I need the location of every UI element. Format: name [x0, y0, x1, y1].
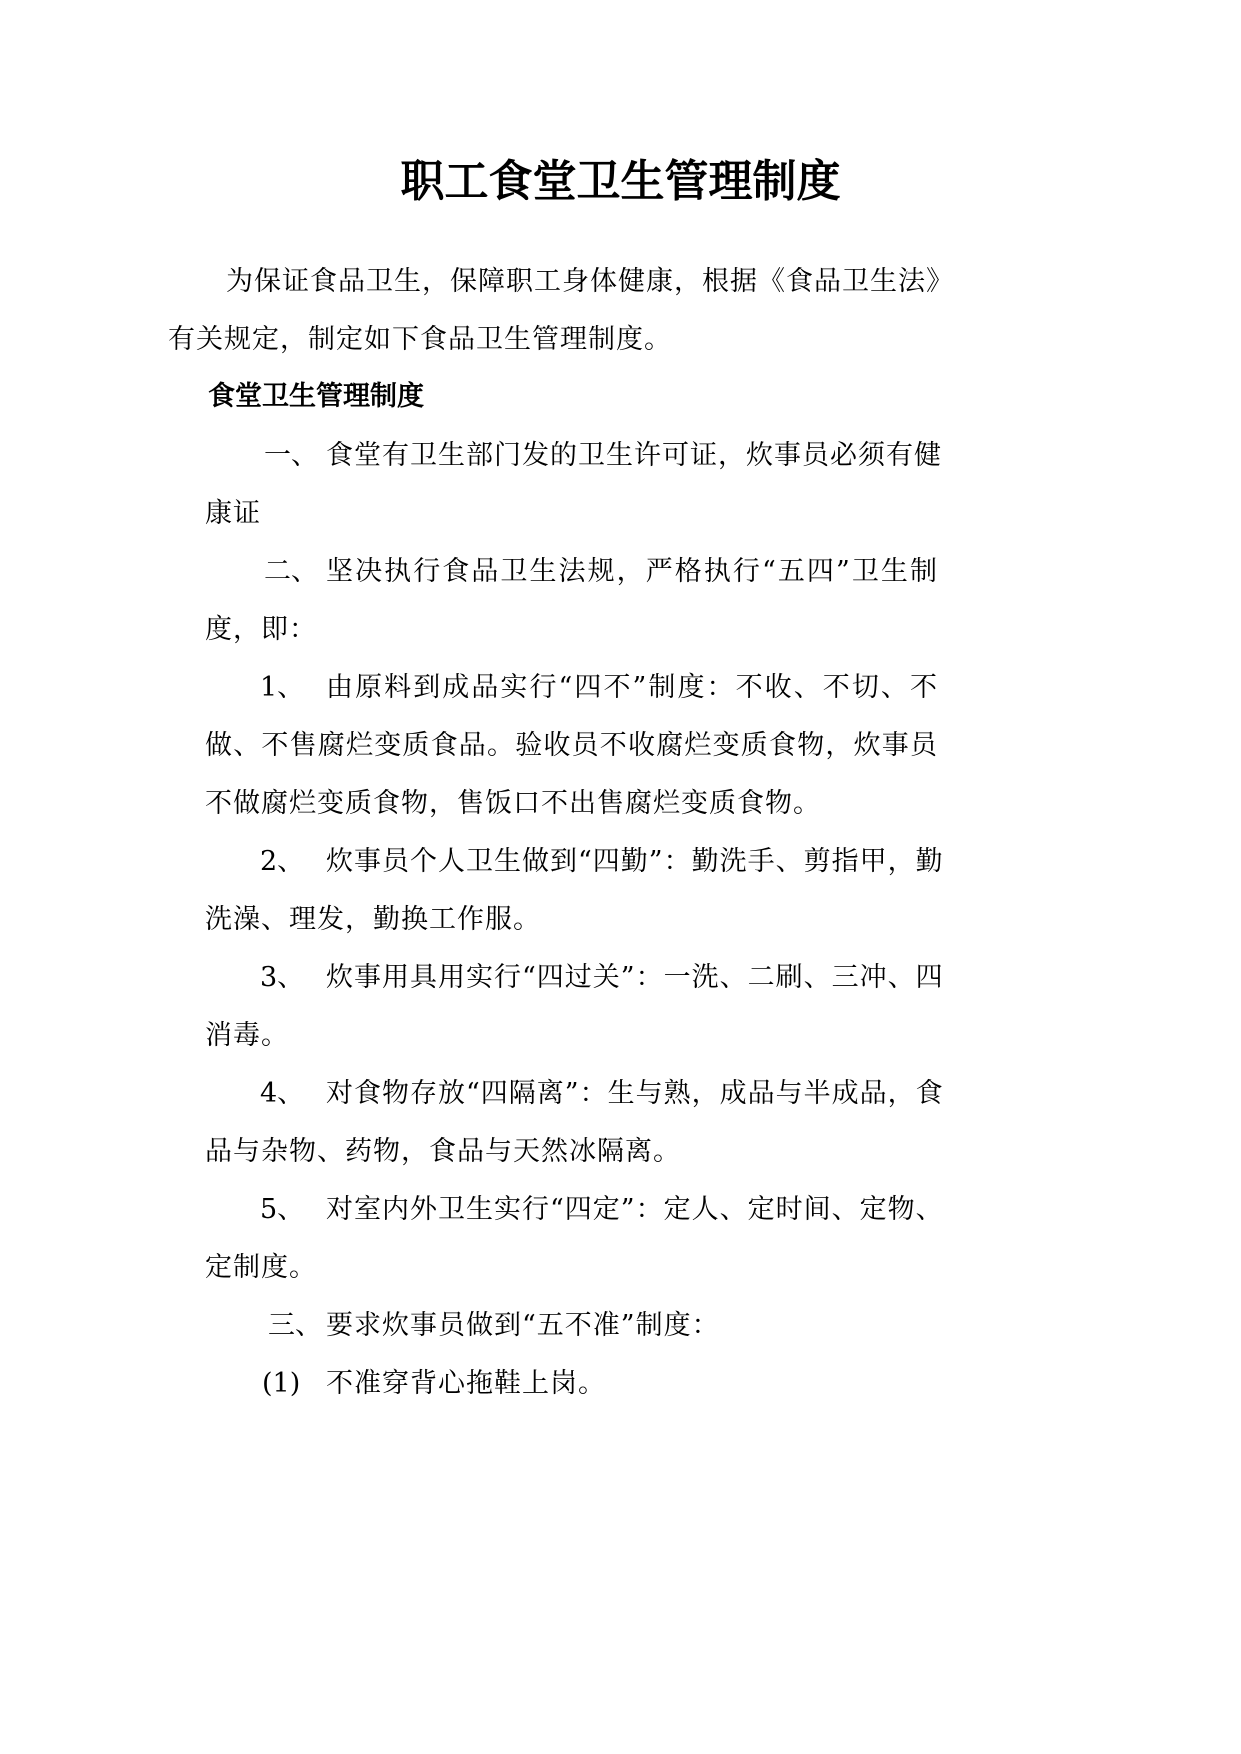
item-one-line-1: 食堂有卫生部门发的卫生许可证，炊事员必须有健	[326, 440, 942, 471]
item-three-line-1: 要求炊事员做到“五不准”制度：	[326, 1310, 720, 1341]
item-p3-marker: 3、	[260, 962, 305, 993]
item-p4-marker: 4、	[260, 1078, 305, 1109]
item-p5-line-2: 定制度。	[205, 1252, 317, 1283]
item-p2-line-1: 炊事员个人卫生做到“四勤”：勤洗手、剪指甲，勤	[326, 846, 944, 877]
item-p3-line-2: 消毒。	[205, 1020, 289, 1051]
item-p1-line-3: 不做腐烂变质食物，售饭口不出售腐烂变质食物。	[205, 788, 821, 819]
item-q1-line-1: 不准穿背心拖鞋上岗。	[326, 1368, 606, 1399]
item-p1-line-1: 由原料到成品实行“四不”制度：不收、不切、不	[326, 672, 938, 703]
item-p5-marker: 5、	[260, 1194, 305, 1225]
item-p2-line-2: 洗澡、理发，勤换工作服。	[205, 904, 541, 935]
item-p2-marker: 2、	[260, 846, 305, 877]
item-p1-line-2: 做、不售腐烂变质食品。验收员不收腐烂变质食物，炊事员	[205, 730, 938, 761]
section-heading: 食堂卫生管理制度	[208, 381, 424, 412]
item-p1-marker: 1、	[260, 672, 305, 703]
item-one-marker: 一、	[264, 440, 318, 471]
item-two-marker: 二、	[264, 556, 318, 587]
item-p5-line-1: 对室内外卫生实行“四定”：定人、定时间、定物、	[326, 1194, 944, 1225]
item-p4-line-2: 品与杂物、药物，食品与天然冰隔离。	[205, 1136, 681, 1167]
item-two-line-2: 度，即：	[205, 614, 317, 645]
item-p3-line-1: 炊事用具用实行“四过关”：一洗、二刷、三冲、四	[326, 962, 944, 993]
intro-line-2: 有关规定，制定如下食品卫生管理制度。	[168, 324, 672, 355]
item-one-line-2: 康证	[205, 498, 261, 529]
page-title: 职工食堂卫生管理制度	[400, 156, 841, 207]
intro-line-1: 为保证食品卫生，保障职工身体健康，根据《食品卫生法》	[226, 266, 954, 297]
item-three-marker: 三、	[268, 1310, 322, 1341]
item-two-line-1: 坚决执行食品卫生法规，严格执行“五四”卫生制	[326, 556, 938, 587]
item-q1-marker: (1)	[262, 1368, 301, 1399]
item-p4-line-1: 对食物存放“四隔离”：生与熟，成品与半成品，食	[326, 1078, 944, 1109]
